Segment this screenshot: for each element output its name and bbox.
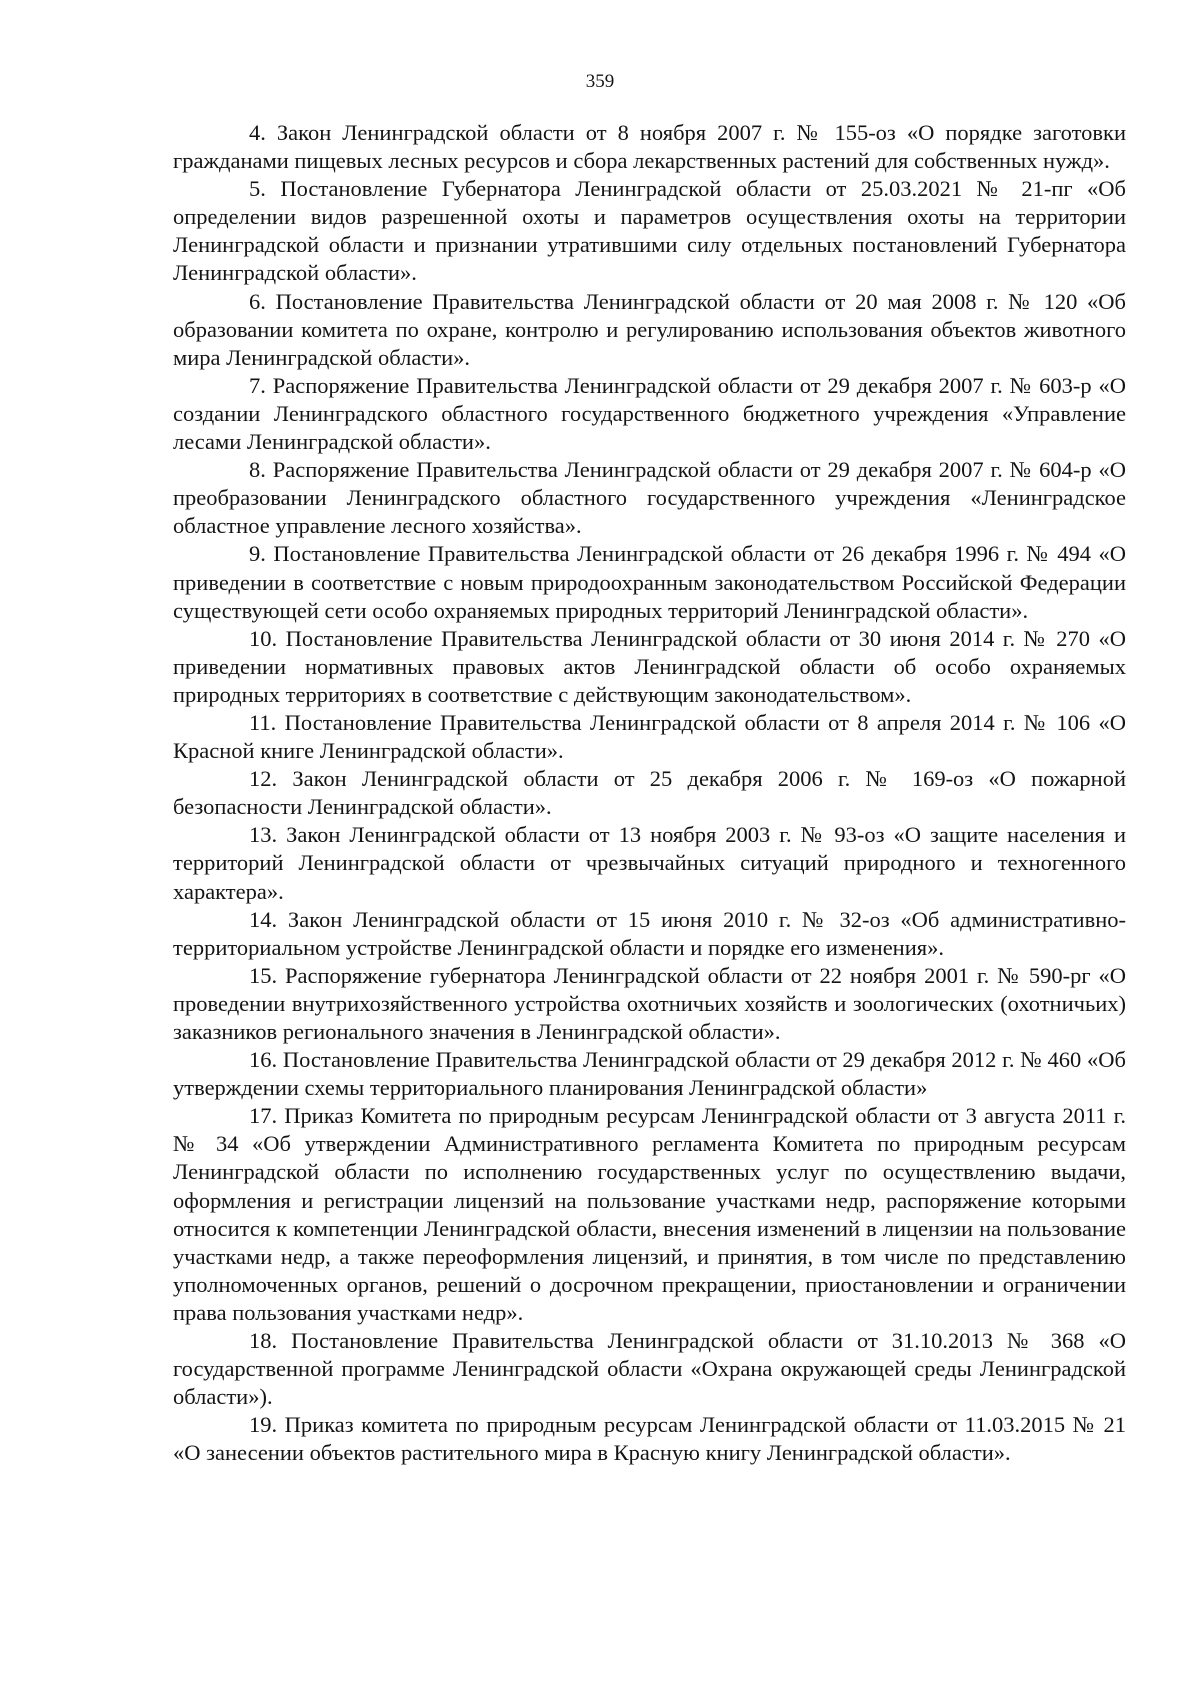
document-text	[173, 119, 1126, 1468]
page-number: 359	[585, 71, 615, 92]
list-item: 8. Распоряжение Правительства Ленинградской области от 29 декабря 2007 г. № 604-р «О преобразовании Ленинградского областного государственного учреждения «Ленинградское областное управление лесного хозяйства».	[173, 457, 1126, 539]
list-item: 9. Постановление Правительства Ленинградской области от 26 декабря 1996 г. № 494 «О приведении в соответствие с новым природоохранным законодательством Российской Федерации существующей сети особо охраняемых природных территорий Ленинградской области».	[173, 541, 1126, 623]
list-item: 7. Распоряжение Правительства Ленинградской области от 29 декабря 2007 г. № 603-р «О создании Ленинградского областного государственного бюджетного учреждения «Управление лесами Ленинградской области».	[173, 372, 1126, 455]
list-item: 5. Постановление Губернатора Ленинградской области от 25.03.2021 № 21-пг «Об определении видов разрешенной охоты и параметров осуществления охоты на территории Ленинградской области и признании утратившими силу отдельных постановлений Губернатора Ленинградской области».	[173, 176, 1126, 286]
list-item: 18. Постановление Правительства Ленинградской области от 31.10.2013 № 368 «О государственной программе Ленинградской области «Охрана окружающей среды Ленинградской области»).	[173, 1328, 1126, 1410]
list-item: 16. Постановление Правительства Ленинградской области от 29 декабря 2012 г. № 460 «Об утверждении схемы территориального планирования Ленинградской области»	[173, 1047, 1126, 1101]
list-item: 13. Закон Ленинградской области от 13 ноября 2003 г. № 93-оз «О защите населения и территорий Ленинградской области от чрезвычайных ситуаций природного и техногенного характера».	[173, 822, 1126, 904]
list-item: 11. Постановление Правительства Ленинградской области от 8 апреля 2014 г. № 106 «О Красной книге Ленинградской области».	[173, 709, 1126, 764]
list-item: 4. Закон Ленинградской области от 8 ноября 2007 г. № 155-оз «О порядке заготовки гражданами пищевых лесных ресурсов и сбора лекарственных растений для собственных нужд».	[173, 120, 1126, 174]
list-item: 19. Приказ комитета по природным ресурсам Ленинградской области от 11.03.2015 № 21 «О занесении объектов растительного мира в Красную книгу Ленинградской области».	[173, 1412, 1126, 1466]
list-item: 14. Закон Ленинградской области от 15 июня 2010 г. № 32-оз «Об административно-территориальном устройстве Ленинградской области и порядке его изменения».	[173, 906, 1126, 960]
list-item: 15. Распоряжение губернатора Ленинградской области от 22 ноября 2001 г. № 590-рг «О проведении внутрихозяйственного устройства охотничьих хозяйств и зоологических (охотничьих) заказников регионального значения в Ленинградской области».	[173, 962, 1126, 1044]
list-item: 10. Постановление Правительства Ленинградской области от 30 июня 2014 г. № 270 «О приведении нормативных правовых актов Ленинградской области об особо охраняемых природных территориях в соответствие с действующим законодательством».	[173, 625, 1126, 707]
list-item: 6. Постановление Правительства Ленинградской области от 20 мая 2008 г. № 120 «Об образовании комитета по охране, контролю и регулированию использования объектов животного мира Ленинградской области».	[173, 288, 1126, 370]
list-item: 17. Приказ Комитета по природным ресурсам Ленинградской области от 3 августа 2011 г. № 34 «Об утверждении Административного регламента Комитета по природным ресурсам Ленинградской области по исполнению государственных услуг по осуществлению выдачи, оформления и регистрации лицензий на пользование участками недр, распоряжение которыми относится к компетенции Ленинградской области, внесения изменений в лицензии на пользование участками недр, а также переоформления лицензий, и принятия, в том числе по представлению уполномоченных органов, решений о досрочном прекращении, приостановлении и ограничении права пользования участками недр».	[173, 1103, 1126, 1325]
list-item: 12. Закон Ленинградской области от 25 декабря 2006 г. № 169-оз «О пожарной безопасности Ленинградской области».	[173, 766, 1126, 820]
